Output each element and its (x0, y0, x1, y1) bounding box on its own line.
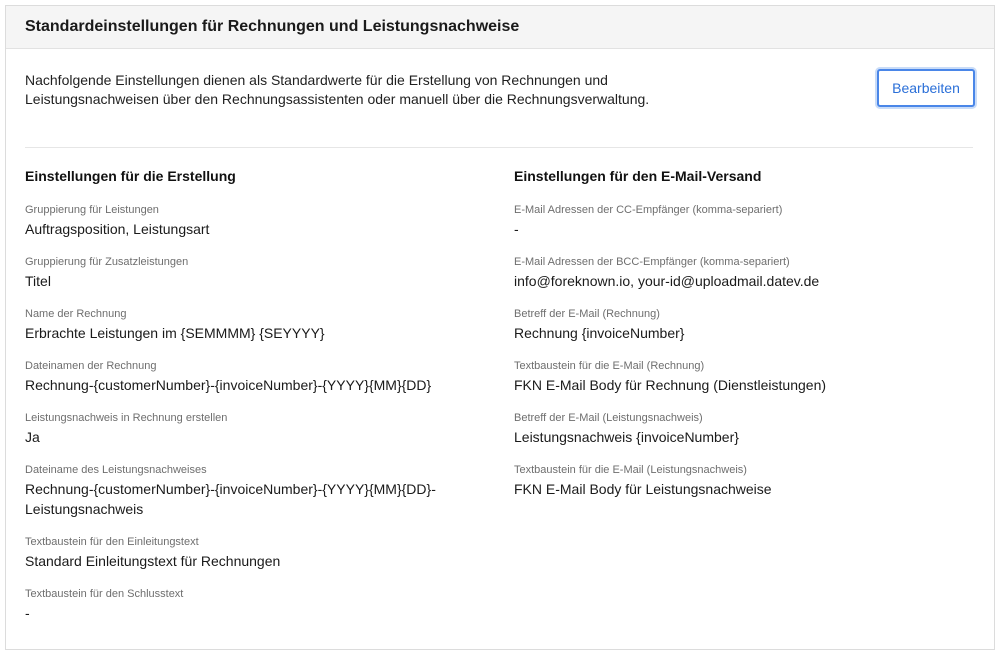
email-settings (514, 166, 974, 515)
edit-button[interactable]: Bearbeiten (877, 69, 975, 107)
field-leistungen-grouping (25, 203, 485, 239)
field-intro-text-block (25, 535, 485, 571)
field-value: FKN E-Mail Body für Rechnung (Dienstleistungen) (514, 377, 827, 393)
field-value: - (514, 221, 519, 237)
field-value: Rechnung-{customerNumber}-{invoiceNumber}-{YYYY}{MM}{DD} (25, 377, 432, 393)
field-value: Rechnung {invoiceNumber} (514, 325, 685, 341)
field-label: Gruppierung für Zusatzleistungen (25, 256, 189, 268)
field-value: Auftragsposition, Leistungsart (25, 221, 210, 237)
section-title-email: Einstellungen für den E-Mail-Versand (514, 168, 762, 184)
field-label: Textbaustein für den Schlusstext (25, 588, 184, 600)
section-title-creation: Einstellungen für die Erstellung (25, 168, 236, 184)
settings-panel (5, 5, 995, 650)
field-zusatzleistungen-grouping (25, 255, 485, 291)
field-label: Gruppierung für Leistungen (25, 204, 159, 216)
field-label: Dateinamen der Rechnung (25, 360, 157, 372)
field-label: Textbaustein für den Einleitungstext (25, 536, 199, 548)
field-value: info@foreknown.io, your-id@uploadmail.datev.de (514, 273, 820, 289)
field-label: Betreff der E-Mail (Rechnung) (514, 308, 660, 320)
field-invoice-filename (25, 359, 485, 395)
field-label: Dateiname des Leistungsnachweises (25, 464, 207, 476)
field-value: FKN E-Mail Body für Leistungsnachweise (514, 481, 772, 497)
field-value: Ja (25, 429, 40, 445)
field-label: Textbaustein für die E-Mail (Rechnung) (514, 360, 705, 372)
panel-header (6, 6, 994, 49)
field-invoice-subject (514, 307, 974, 343)
field-invoice-name (25, 307, 485, 343)
field-value: Rechnung-{customerNumber}-{invoiceNumber}-{YYYY}{MM}{DD}-Leistungsnachweis (25, 481, 436, 517)
field-label: Name der Rechnung (25, 308, 127, 320)
field-value: - (25, 605, 30, 621)
page-title: Standardeinstellungen für Rechnungen und Leistungsnachweise (25, 18, 520, 35)
field-value: Leistungsnachweis {invoiceNumber} (514, 429, 739, 445)
field-label: E-Mail Adressen der BCC-Empfänger (komma-separiert) (514, 256, 790, 268)
field-proof-filename (25, 463, 485, 519)
field-value: Titel (25, 273, 51, 289)
field-label: E-Mail Adressen der CC-Empfänger (komma-separiert) (514, 204, 783, 216)
field-proof-body (514, 463, 974, 499)
field-bcc-recipients (514, 255, 974, 291)
divider (25, 147, 973, 148)
field-label: Leistungsnachweis in Rechnung erstellen (25, 412, 228, 424)
creation-settings (25, 166, 485, 639)
field-invoice-body (514, 359, 974, 395)
intro-text: Nachfolgende Einstellungen dienen als Standardwerte für die Erstellung von Rechnungen und Leistungsnachweisen über den Rechnungsassistenten oder manuell über die Rechnungsverwaltung. (25, 72, 650, 107)
field-proof-subject (514, 411, 974, 447)
field-value: Erbrachte Leistungen im {SEMMMM} {SEYYYY} (25, 325, 325, 341)
field-label: Textbaustein für die E-Mail (Leistungsnachweis) (514, 464, 747, 476)
field-closing-text-block (25, 587, 485, 623)
field-cc-recipients (514, 203, 974, 239)
field-value: Standard Einleitungstext für Rechnungen (25, 553, 281, 569)
field-label: Betreff der E-Mail (Leistungsnachweis) (514, 412, 703, 424)
field-include-proof (25, 411, 485, 447)
